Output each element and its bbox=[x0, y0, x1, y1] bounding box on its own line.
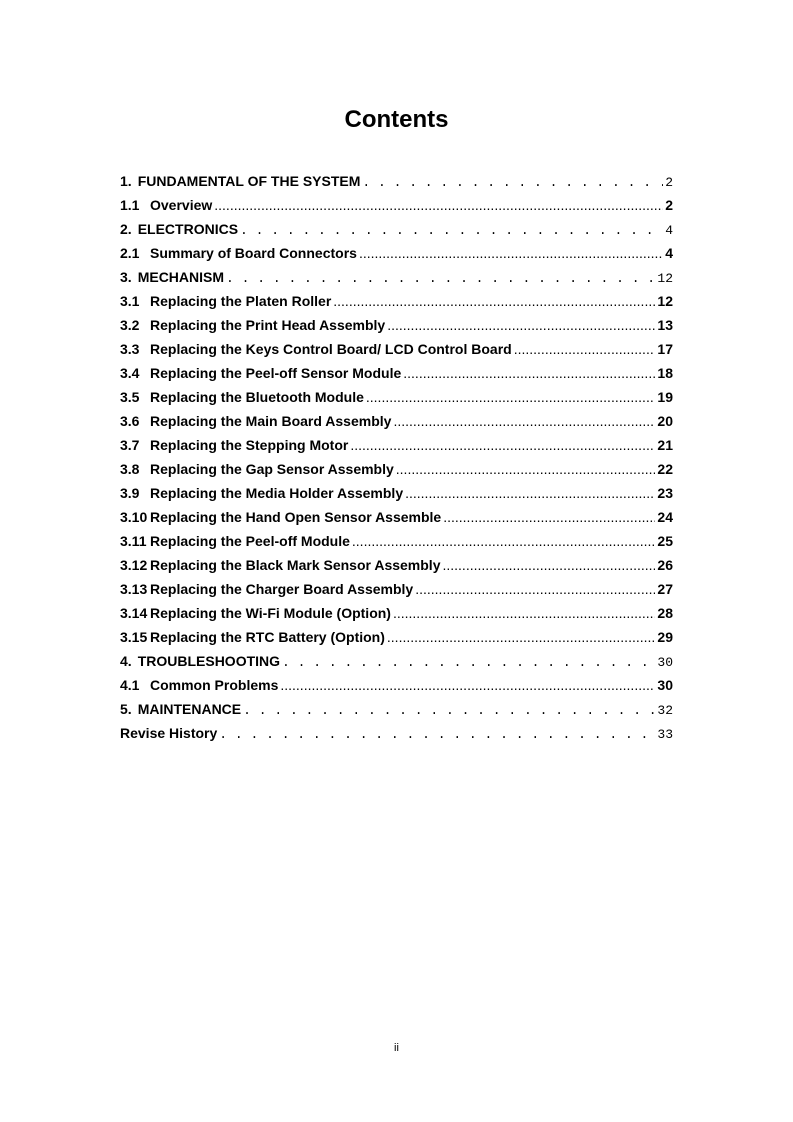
toc-entry-number: 3. bbox=[120, 269, 132, 285]
toc-entry[interactable] bbox=[120, 265, 673, 289]
toc-entry-label: Replacing the Main Board Assembly bbox=[150, 413, 392, 429]
toc-entry-page: 4 bbox=[665, 223, 673, 238]
toc-entry-label: Replacing the Gap Sensor Assembly bbox=[150, 461, 394, 477]
toc-entry[interactable] bbox=[120, 625, 673, 649]
toc-entry-label: Replacing the Keys Control Board/ LCD Control Board bbox=[150, 341, 512, 357]
toc-entry[interactable] bbox=[120, 553, 673, 577]
toc-entry-number: 3.4 bbox=[120, 365, 140, 381]
toc-entry-number: 1. bbox=[120, 173, 132, 189]
toc-dot-leader bbox=[352, 529, 656, 553]
toc-entry-page: 20 bbox=[657, 413, 673, 429]
toc-entry-label: ELECTRONICS bbox=[137, 221, 239, 237]
toc-entry[interactable] bbox=[120, 169, 673, 193]
toc-entry-number: 1.1 bbox=[120, 197, 140, 213]
toc-entry-label: MECHANISM bbox=[137, 269, 225, 285]
toc-entry[interactable] bbox=[120, 337, 673, 361]
toc-entry[interactable] bbox=[120, 433, 673, 457]
toc-entry[interactable] bbox=[120, 241, 673, 265]
toc-entry[interactable] bbox=[120, 697, 673, 721]
toc-dot-leader bbox=[362, 169, 663, 193]
toc-entry-number: 3.8 bbox=[120, 461, 140, 477]
toc-dot-leader bbox=[350, 433, 655, 457]
toc-entry[interactable] bbox=[120, 385, 673, 409]
toc-entry-label: FUNDAMENTAL OF THE SYSTEM bbox=[137, 173, 361, 189]
toc-entry-number: 4.1 bbox=[120, 677, 140, 693]
toc-dot-leader bbox=[514, 337, 656, 361]
toc-entry-label: Common Problems bbox=[150, 677, 279, 693]
toc-entry-label: Replacing the Bluetooth Module bbox=[150, 389, 364, 405]
toc-dot-leader bbox=[393, 409, 655, 433]
toc-entry-label: Replacing the Stepping Motor bbox=[150, 437, 349, 453]
toc-dot-leader bbox=[240, 217, 663, 241]
page-title: Contents bbox=[344, 106, 449, 133]
toc-entry-page: 12 bbox=[657, 293, 673, 309]
toc-dot-leader bbox=[442, 553, 655, 577]
toc-entry-page: 33 bbox=[657, 727, 673, 742]
toc-entry[interactable] bbox=[120, 313, 673, 337]
toc-dot-leader bbox=[366, 385, 656, 409]
toc-entry-number: 3.13 bbox=[120, 581, 148, 597]
toc-entry-label: Replacing the Print Head Assembly bbox=[150, 317, 386, 333]
toc-entry-number: 3.15 bbox=[120, 629, 148, 645]
toc-entry-number: 3.2 bbox=[120, 317, 140, 333]
toc-entry-page: 30 bbox=[657, 677, 673, 693]
toc-dot-leader bbox=[280, 673, 655, 697]
toc-entry-label: Replacing the Media Holder Assembly bbox=[150, 485, 404, 501]
table-of-contents bbox=[120, 169, 673, 745]
toc-entry-page: 18 bbox=[657, 365, 673, 381]
toc-dot-leader bbox=[387, 313, 655, 337]
toc-entry-page: 2 bbox=[665, 175, 673, 190]
toc-entry-page: 21 bbox=[657, 437, 673, 453]
toc-entry[interactable] bbox=[120, 505, 673, 529]
toc-entry-label: TROUBLESHOOTING bbox=[137, 653, 281, 669]
toc-dot-leader bbox=[226, 265, 655, 289]
toc-entry-page: 32 bbox=[657, 703, 673, 718]
toc-entry[interactable] bbox=[120, 289, 673, 313]
toc-dot-leader bbox=[243, 697, 655, 721]
toc-entry-number: 3.1 bbox=[120, 293, 140, 309]
toc-dot-leader bbox=[415, 577, 655, 601]
toc-dot-leader bbox=[359, 241, 663, 265]
toc-entry-label: Replacing the Wi-Fi Module (Option) bbox=[150, 605, 391, 621]
toc-entry-label: Replacing the RTC Battery (Option) bbox=[150, 629, 385, 645]
toc-entry-number: 5. bbox=[120, 701, 132, 717]
toc-entry[interactable] bbox=[120, 673, 673, 697]
toc-entry-number: 2. bbox=[120, 221, 132, 237]
toc-entry-number: 3.14 bbox=[120, 605, 148, 621]
toc-entry-label: Overview bbox=[150, 197, 213, 213]
toc-entry[interactable] bbox=[120, 721, 673, 745]
toc-entry-number: 3.5 bbox=[120, 389, 140, 405]
toc-dot-leader bbox=[219, 721, 655, 745]
toc-entry-page: 4 bbox=[665, 245, 673, 261]
toc-entry-page: 24 bbox=[657, 509, 673, 525]
toc-entry-label: Replacing the Peel-off Sensor Module bbox=[150, 365, 402, 381]
toc-entry-label: Replacing the Peel-off Module bbox=[150, 533, 350, 549]
toc-entry-page: 30 bbox=[657, 655, 673, 670]
toc-entry-label: Replacing the Black Mark Sensor Assembly bbox=[150, 557, 441, 573]
toc-entry[interactable] bbox=[120, 481, 673, 505]
toc-entry[interactable] bbox=[120, 217, 673, 241]
toc-entry-page: 26 bbox=[657, 557, 673, 573]
toc-entry-number: 2.1 bbox=[120, 245, 140, 261]
toc-entry-page: 25 bbox=[657, 533, 673, 549]
toc-entry-number: 3.12 bbox=[120, 557, 148, 573]
toc-entry-page: 28 bbox=[657, 605, 673, 621]
toc-dot-leader bbox=[443, 505, 655, 529]
toc-entry-label: MAINTENANCE bbox=[137, 701, 242, 717]
toc-entry-number: 3.3 bbox=[120, 341, 140, 357]
toc-entry-label: Revise History bbox=[120, 725, 218, 741]
toc-entry[interactable] bbox=[120, 457, 673, 481]
toc-dot-leader bbox=[387, 625, 656, 649]
toc-entry-page: 13 bbox=[657, 317, 673, 333]
toc-entry-page: 12 bbox=[657, 271, 673, 286]
toc-entry-number: 3.10 bbox=[120, 509, 148, 525]
toc-entry-number: 3.9 bbox=[120, 485, 140, 501]
toc-entry-number: 4. bbox=[120, 653, 132, 669]
toc-entry[interactable] bbox=[120, 577, 673, 601]
toc-entry-page: 19 bbox=[657, 389, 673, 405]
toc-entry-number: 3.6 bbox=[120, 413, 140, 429]
toc-entry-label: Replacing the Hand Open Sensor Assemble bbox=[150, 509, 442, 525]
toc-entry-page: 2 bbox=[665, 197, 673, 213]
toc-entry[interactable] bbox=[120, 361, 673, 385]
toc-entry-number: 3.11 bbox=[120, 533, 147, 549]
toc-entry-number: 3.7 bbox=[120, 437, 140, 453]
toc-entry-page: 29 bbox=[657, 629, 673, 645]
toc-entry-label: Summary of Board Connectors bbox=[150, 245, 357, 261]
toc-dot-leader bbox=[333, 289, 655, 313]
toc-entry-page: 23 bbox=[657, 485, 673, 501]
toc-entry[interactable] bbox=[120, 649, 673, 673]
toc-entry-label: Replacing the Platen Roller bbox=[150, 293, 332, 309]
toc-entry-label: Replacing the Charger Board Assembly bbox=[150, 581, 414, 597]
toc-entry[interactable] bbox=[120, 601, 673, 625]
toc-dot-leader bbox=[396, 457, 656, 481]
page-number: ii bbox=[394, 1042, 399, 1054]
toc-dot-leader bbox=[393, 601, 655, 625]
toc-entry-page: 22 bbox=[657, 461, 673, 477]
toc-entry[interactable] bbox=[120, 409, 673, 433]
toc-dot-leader bbox=[214, 193, 663, 217]
toc-dot-leader bbox=[282, 649, 655, 673]
toc-dot-leader bbox=[403, 361, 655, 385]
toc-entry-page: 27 bbox=[657, 581, 673, 597]
toc-dot-leader bbox=[405, 481, 655, 505]
toc-entry[interactable] bbox=[120, 193, 673, 217]
toc-entry[interactable] bbox=[120, 529, 673, 553]
toc-entry-page: 17 bbox=[657, 341, 673, 357]
